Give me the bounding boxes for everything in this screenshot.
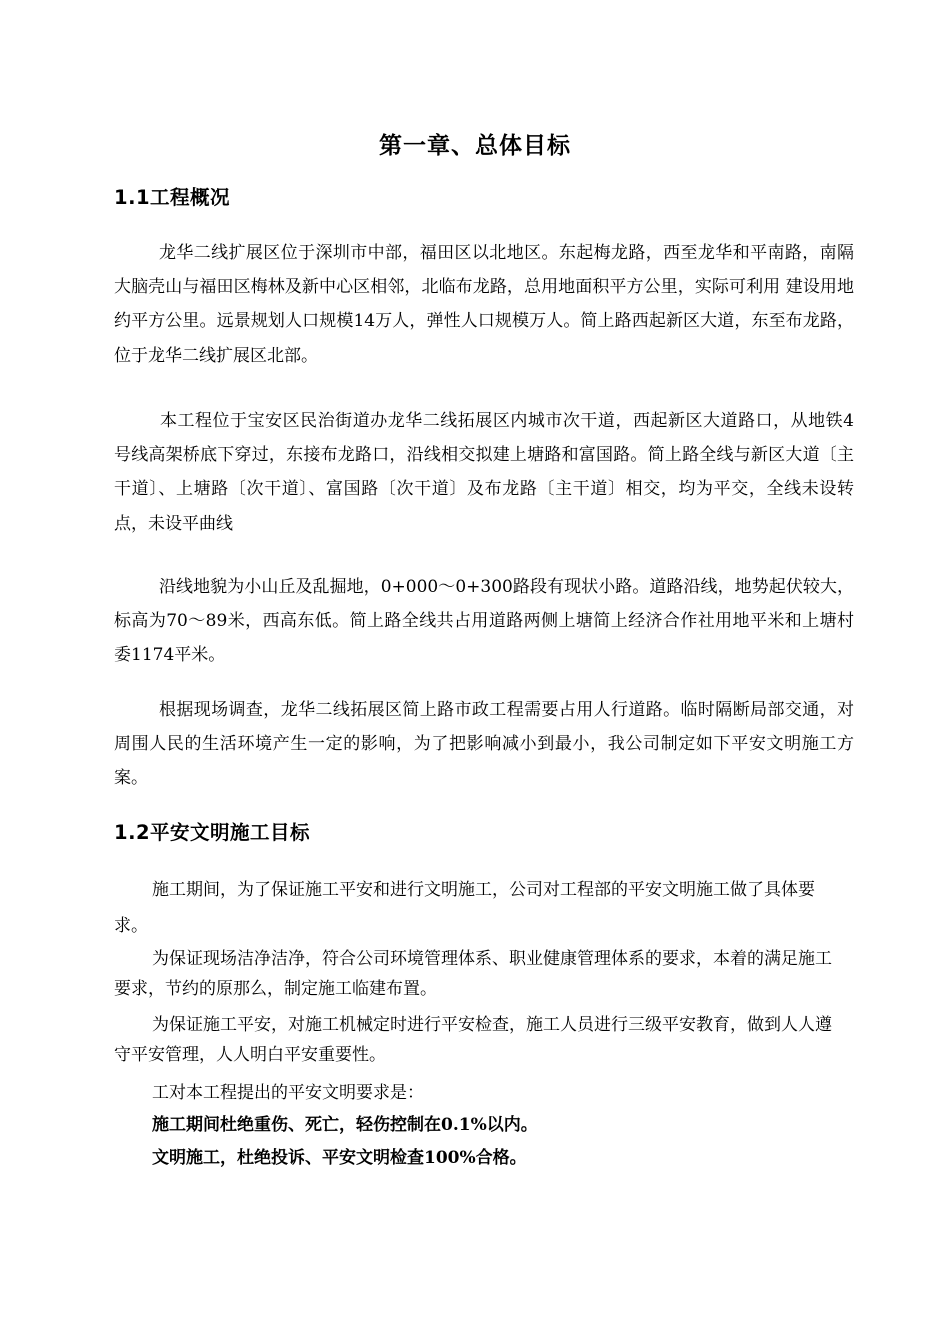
section-heading-overview: 1.1工程概况 — [114, 186, 231, 209]
section-heading-safety-goals: 1.2平安文明施工目标 — [114, 821, 311, 844]
overview-paragraph-3: 沿线地貌为小山丘及乱掘地，0+000～0+300路段有现状小路。道路沿线，地势起伏较大，标高为70～89米，西高东低。简上路全线共占用道路两侧上塘简上经济合作社用地平米和上塘村委1174平米。 — [114, 577, 854, 666]
overview-paragraph-1: 龙华二线扩展区位于深圳市中部，福田区以北地区。东起梅龙路，西至龙华和平南路，南隔 大脑壳山与福田区梅林及新中心区相邻，北临布龙路，总用地面积平方公里，实际可利用 建设用地约平方公里。远景规划人口规模14万人，弹性人口规模万人。简上路西起新区大道，东至布龙路，位于龙华二线扩展区北部。 — [114, 243, 854, 366]
safety-goal-1: 施工期间杜绝重伤、死亡，轻伤控制在0.1%以内。 — [152, 1115, 538, 1135]
safety-paragraph-2: 为保证现场洁净洁净，符合公司环境管理体系、职业健康管理体系的要求，本着的满足施工要求，节约的原那么，制定施工临建布置。 — [114, 949, 832, 999]
overview-paragraph-4: 根据现场调查，龙华二线拓展区简上路市政工程需要占用人行道路。临时隔断局部交通，对周围人民的生活环境产生一定的影响，为了把影响减小到最小，我公司制定如下平安文明施工方案。 — [114, 700, 854, 789]
safety-requirements-intro: 工对本工程提出的平安文明要求是： — [152, 1083, 424, 1103]
safety-goal-2: 文明施工，杜绝投诉、平安文明检查100%合格。 — [152, 1148, 527, 1168]
chapter-title: 第一章、总体目标 — [379, 133, 571, 159]
safety-paragraph-3: 为保证施工平安，对施工机械定时进行平安检查，施工人员进行三级平安教育，做到人人遵守平安管理，人人明白平安重要性。 — [114, 1015, 832, 1065]
overview-paragraph-2: 本工程位于宝安区民治街道办龙华二线拓展区内城市次干道，西起新区大道路口，从地铁4 号线高架桥底下穿过，东接布龙路口，沿线相交拟建上塘路和富国路。简上路全线与新区大道〔主干道〕、上塘路〔次干道〕、富国路〔次干道〕及布龙路〔主干道〕相交，均为平交，全线未设转点，未设平曲线 — [114, 411, 854, 534]
safety-paragraph-1: 施工期间，为了保证施工平安和进行文明施工，公司对工程部的平安文明施工做了具体要求。 — [114, 880, 815, 936]
